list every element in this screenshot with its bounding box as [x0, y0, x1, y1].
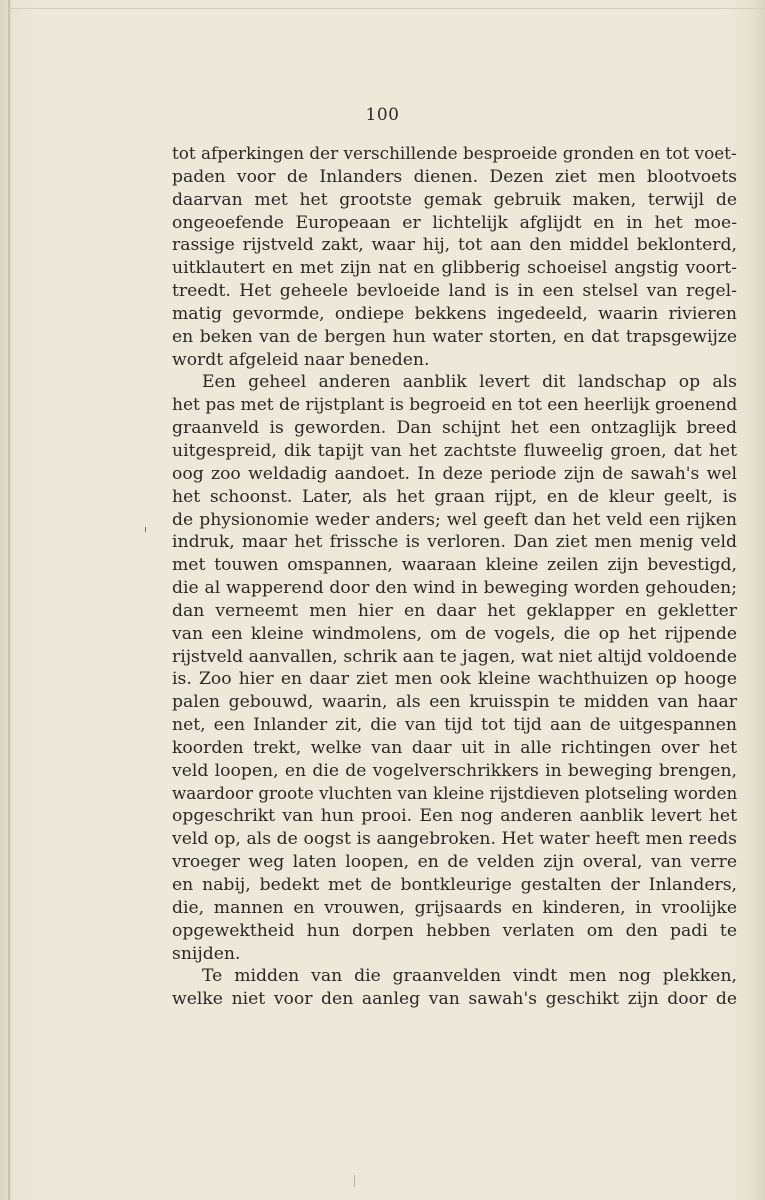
- text-line: veld loopen, en die de vogelverschrikkers in beweging brengen,: [172, 760, 737, 781]
- text-line: net, een Inlander zit, die van tijd tot tijd aan de uitgespannen: [172, 715, 737, 736]
- text-line: uitklautert en met zijn nat en glibberig schoeisel angstig voort-: [172, 258, 737, 279]
- text-line: en beken van de bergen hun water storten, en dat trapsgewijze: [172, 326, 737, 347]
- text-line: oog zoo weldadig aandoet. In deze periode zijn de sawah's wel: [172, 463, 737, 484]
- text-line: koorden trekt, welke van daar uit in alle richtingen over het: [172, 737, 737, 758]
- text-line: snijden.: [172, 943, 241, 964]
- text-line: dan verneemt men hier en daar het geklapper en gekletter: [172, 600, 737, 621]
- text-line: de physionomie weder anders; wel geeft dan het veld een rijken: [172, 509, 737, 530]
- paragraph-start-line: Een geheel anderen aanblik levert dit landschap op als: [202, 372, 737, 393]
- text-line: waardoor groote vluchten van kleine rijstdieven plotseling worden: [172, 783, 738, 804]
- text-line: uitgespreid, dik tapijt van het zachtste fluweelig groen, dat het: [172, 440, 737, 461]
- text-line: vroeger weg laten loopen, en de velden zijn overal, van verre: [172, 852, 737, 873]
- text-line: rassige rijstveld zakt, waar hij, tot aan den middel beklonterd,: [172, 235, 737, 256]
- text-line: rijstveld aanvallen, schrik aan te jagen, wat niet altijd voldoende: [172, 646, 737, 667]
- gutter-mark: [354, 1175, 355, 1187]
- text-line: matig gevormde, ondiepe bekkens ingedeeld, waarin rivieren: [172, 303, 737, 324]
- text-line: daarvan met het grootste gemak gebruik maken, terwijl de: [172, 189, 737, 210]
- text-line: die al wapperend door den wind in beweging worden gehouden;: [172, 578, 737, 599]
- text-line: van een kleine windmolens, om de vogels, die op het rijpende: [172, 623, 737, 644]
- page-top-edge: [8, 8, 765, 9]
- text-line: het pas met de rijstplant is begroeid en tot een heerlijk groenend: [172, 395, 738, 416]
- text-line: opgewektheid hun dorpen hebben verlaten om den padi te: [172, 920, 737, 941]
- text-line: welke niet voor den aanleg van sawah's geschikt zijn door de: [172, 989, 737, 1010]
- text-line: opgeschrikt van hun prooi. Een nog anderen aanblik levert het: [172, 806, 737, 827]
- margin-mark: [145, 527, 146, 532]
- text-line: wordt afgeleid naar beneden.: [172, 349, 430, 370]
- text-line: die, mannen en vrouwen, grijsaards en kinderen, in vroolijke: [172, 897, 737, 918]
- page-number: 100: [365, 105, 400, 125]
- text-line: het schoonst. Later, als het graan rijpt, en de kleur geelt, is: [172, 486, 737, 507]
- paragraph-start-line: Te midden van die graanvelden vindt men nog plekken,: [202, 966, 737, 987]
- text-line: ongeoefende Europeaan er lichtelijk afglijdt en in het moe-: [172, 212, 737, 233]
- text-line: indruk, maar het frissche is verloren. Dan ziet men menig veld: [172, 532, 737, 553]
- text-line: tot afperkingen der verschillende besproeide gronden en tot voet-: [172, 144, 737, 164]
- text-line: treedt. Het geheele bevloeide land is in een stelsel van regel-: [172, 281, 737, 302]
- body-text: [172, 143, 737, 1011]
- text-line: met touwen omspannen, waaraan kleine zeilen zijn bevestigd,: [172, 555, 737, 576]
- text-line: graanveld is geworden. Dan schijnt het een ontzaglijk breed: [172, 418, 737, 439]
- text-line: palen gebouwd, waarin, als een kruisspin te midden van haar: [172, 692, 737, 713]
- page-edge: [8, 0, 10, 1200]
- text-line: en nabij, bedekt met de bontkleurige gestalten der Inlanders,: [172, 875, 737, 895]
- text-line: paden voor de Inlanders dienen. Dezen ziet men blootvoets: [172, 166, 737, 187]
- text-line: is. Zoo hier en daar ziet men ook kleine wachthuizen op hooge: [172, 669, 737, 690]
- text-line: veld op, als de oogst is aangebroken. Het water heeft men reeds: [172, 829, 737, 850]
